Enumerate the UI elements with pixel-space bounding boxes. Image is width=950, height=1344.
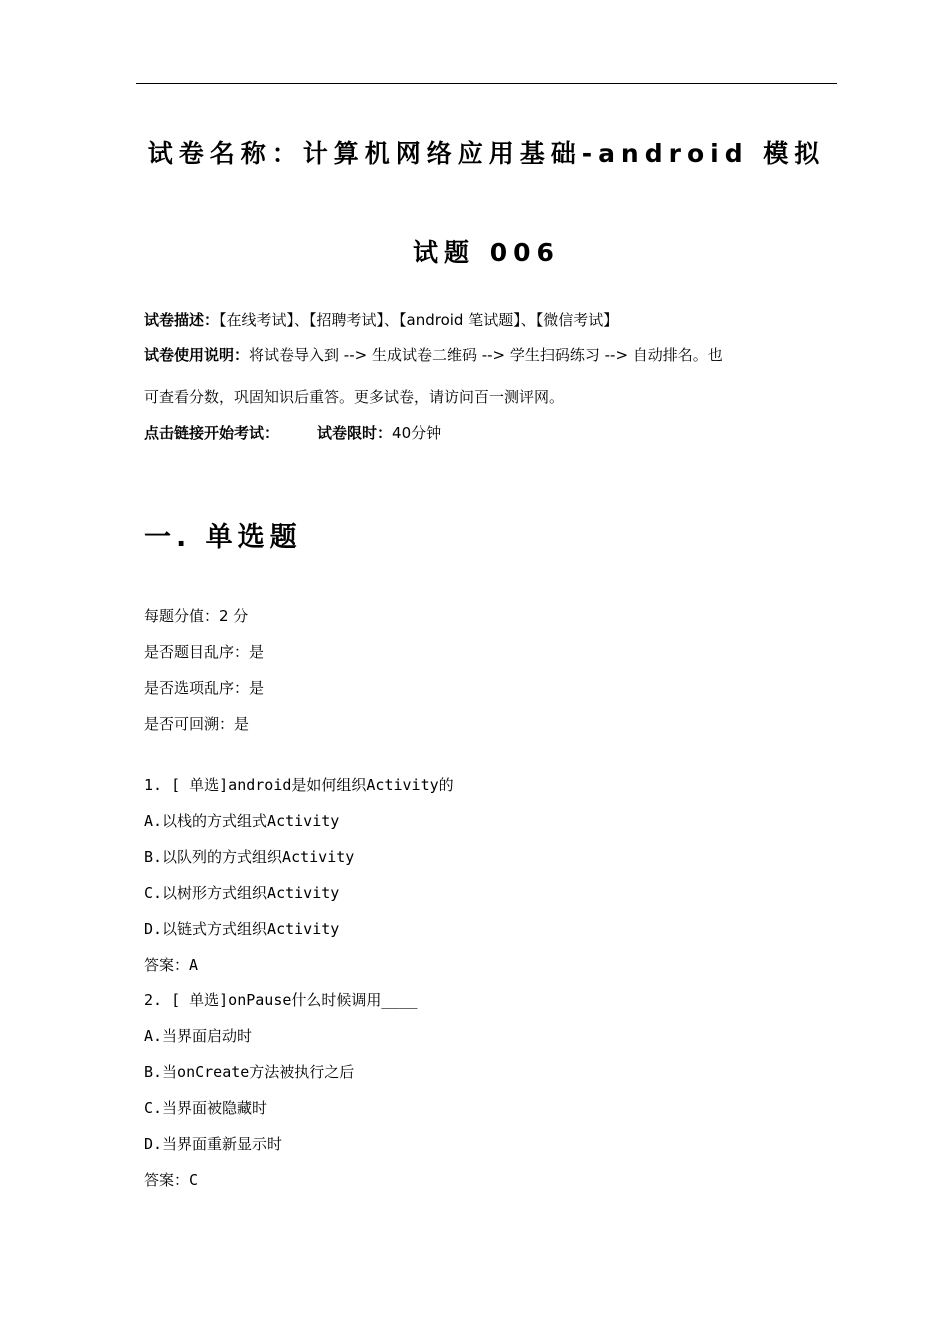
- question-1-option-a: A.以栈的方式组式Activity: [144, 812, 340, 830]
- section-meta-shuffle-questions: 是否题目乱序：是: [144, 643, 265, 661]
- exam-description: [144, 310, 618, 330]
- question-1-stem: 1. [ 单选]android是如何组织Activity的: [144, 776, 454, 794]
- usage-label: 试卷使用说明：: [144, 346, 250, 364]
- time-limit-value: 40分钟: [392, 424, 442, 442]
- description-label: 试卷描述：: [144, 311, 220, 329]
- exam-start-and-time-limit: [144, 423, 441, 443]
- section-meta-score: 每题分值：2 分: [144, 607, 249, 625]
- section-heading-single-choice: 一. 单选题: [144, 522, 302, 553]
- question-2-option-c: C.当界面被隐藏时: [144, 1099, 268, 1117]
- question-1-answer: 答案：A: [144, 956, 199, 974]
- description-value: 【在线考试】、【招聘考试】、【android 笔试题】、【微信考试】: [219, 311, 619, 329]
- section-meta-shuffle-options: 是否选项乱序：是: [144, 679, 265, 697]
- question-1-option-d: D.以链式方式组织Activity: [144, 920, 340, 938]
- start-exam-link-label[interactable]: 点击链接开始考试：: [144, 424, 280, 442]
- usage-value-line-1: 将试卷导入到 --> 生成试卷二维码 --> 学生扫码练习 --> 自动排名。也: [249, 346, 723, 364]
- time-limit-label: 试卷限时：: [317, 424, 393, 442]
- question-2-option-a: A.当界面启动时: [144, 1027, 253, 1045]
- exam-title-line-2: 试题 006: [413, 238, 560, 267]
- question-1-option-c: C.以树形方式组织Activity: [144, 884, 340, 902]
- usage-value-line-2: 可查看分数，巩固知识后重答。更多试卷，请访问百一测评网。: [144, 388, 565, 406]
- question-2-stem: 2. [ 单选]onPause什么时候调用____: [144, 991, 418, 1009]
- top-horizontal-rule: [136, 83, 837, 84]
- question-2-answer: 答案：C: [144, 1171, 199, 1189]
- exam-title-line-1: 试卷名称：计算机网络应用基础-android 模拟: [147, 139, 826, 168]
- question-1-option-b: B.以队列的方式组织Activity: [144, 848, 355, 866]
- question-2-option-d: D.当界面重新显示时: [144, 1135, 283, 1153]
- question-2-option-b: B.当onCreate方法被执行之后: [144, 1063, 355, 1081]
- exam-usage-instructions: [144, 345, 723, 365]
- section-meta-backtrack: 是否可回溯：是: [144, 715, 250, 733]
